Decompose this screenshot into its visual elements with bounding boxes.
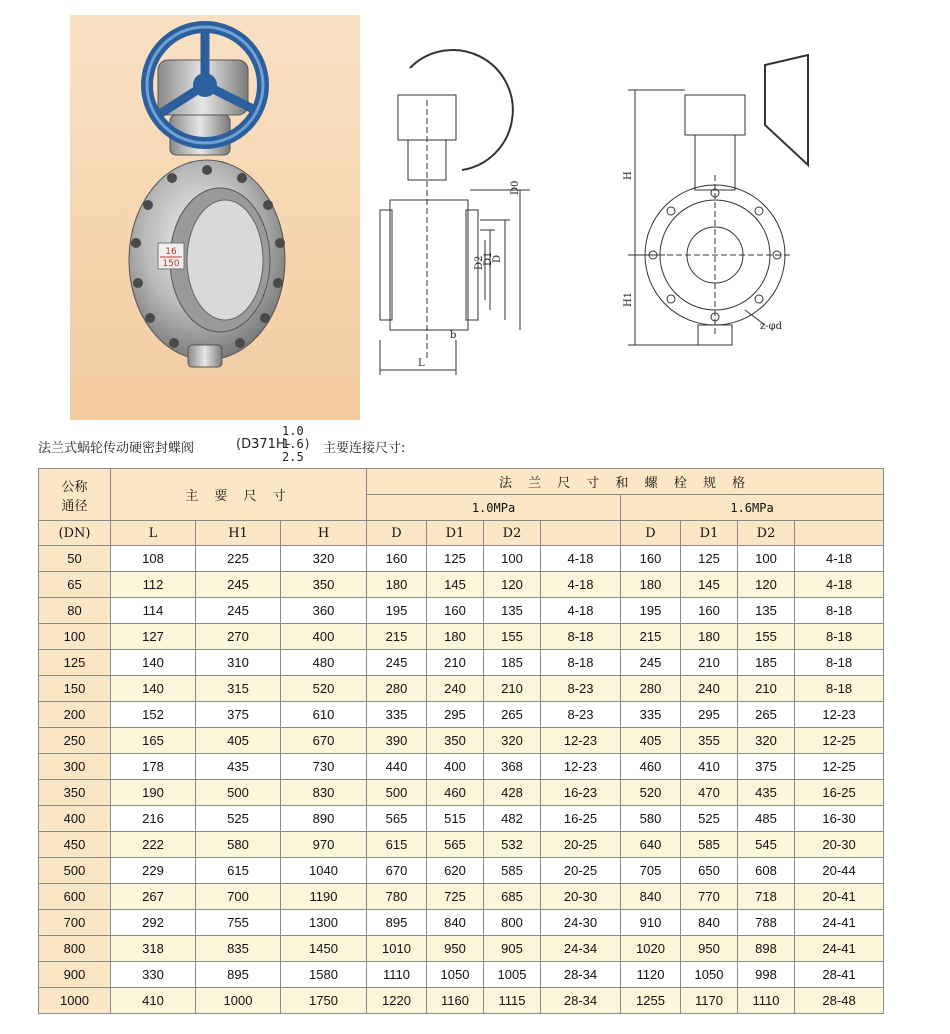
cell-d-16: 580: [621, 806, 681, 832]
body: [390, 200, 468, 330]
cell-d-16: 405: [621, 728, 681, 754]
header-pressure-1-6: 1.6MPa: [621, 495, 884, 521]
cell-h: 1300: [281, 910, 367, 936]
cell-d2-10: 428: [484, 780, 541, 806]
gearbox: [685, 95, 745, 135]
valve-photo-illustration: [70, 15, 360, 420]
cell-dn: 900: [39, 962, 111, 988]
cell-h1: 500: [196, 780, 281, 806]
cell-h: 610: [281, 702, 367, 728]
cell-d-16: 160: [621, 546, 681, 572]
cell-d1-10: 1160: [427, 988, 484, 1014]
cell-d2-10: 800: [484, 910, 541, 936]
cell-d1-16: 210: [681, 650, 738, 676]
cell-d1-10: 240: [427, 676, 484, 702]
cell-h: 350: [281, 572, 367, 598]
cell-d-16: 520: [621, 780, 681, 806]
cell-d2-10: 1115: [484, 988, 541, 1014]
cell-bolts-16: 24-41: [795, 936, 884, 962]
cell-bolts-10: 24-30: [541, 910, 621, 936]
cell-l: 292: [111, 910, 196, 936]
cell-d2-10: 368: [484, 754, 541, 780]
table-row: [39, 858, 884, 884]
cell-h1: 310: [196, 650, 281, 676]
product-photo: [70, 15, 360, 420]
header-col-h: H: [281, 521, 367, 546]
cell-d1-10: 180: [427, 624, 484, 650]
cell-h1: 435: [196, 754, 281, 780]
table-row: [39, 884, 884, 910]
header-col-d1-10: D1: [427, 521, 484, 546]
cell-d-10: 390: [367, 728, 427, 754]
cell-bolts-10: 16-25: [541, 806, 621, 832]
cell-bolts-10: 12-23: [541, 754, 621, 780]
table-row: [39, 624, 884, 650]
cell-d1-16: 160: [681, 598, 738, 624]
cell-d1-16: 355: [681, 728, 738, 754]
cell-d2-16: 608: [738, 858, 795, 884]
cell-bolts-10: 28-34: [541, 962, 621, 988]
cell-dn: 400: [39, 806, 111, 832]
cell-l: 112: [111, 572, 196, 598]
caption-pressure-top: 1.0: [282, 424, 304, 438]
cell-d-16: 640: [621, 832, 681, 858]
dim-label-l: L: [418, 358, 425, 369]
cell-h: 670: [281, 728, 367, 754]
cell-bolts-16: 20-44: [795, 858, 884, 884]
cell-bolts-10: 8-18: [541, 624, 621, 650]
header-dn-line1: 公称: [61, 479, 88, 495]
cell-d-10: 440: [367, 754, 427, 780]
header-col-d-16: D: [621, 521, 681, 546]
cell-d-10: 280: [367, 676, 427, 702]
cell-h: 360: [281, 598, 367, 624]
cell-bolts-16: 8-18: [795, 676, 884, 702]
cell-bolts-10: 24-34: [541, 936, 621, 962]
cell-d-16: 280: [621, 676, 681, 702]
header-col-d1-16: D1: [681, 521, 738, 546]
cell-dn: 350: [39, 780, 111, 806]
cell-d-10: 500: [367, 780, 427, 806]
cell-d2-16: 100: [738, 546, 795, 572]
cell-h1: 315: [196, 676, 281, 702]
cell-bolts-16: 4-18: [795, 546, 884, 572]
cell-d1-16: 125: [681, 546, 738, 572]
cell-dn: 1000: [39, 988, 111, 1014]
cell-h: 1190: [281, 884, 367, 910]
cell-dn: 80: [39, 598, 111, 624]
cell-dn: 600: [39, 884, 111, 910]
cell-d2-10: 185: [484, 650, 541, 676]
cell-d-16: 195: [621, 598, 681, 624]
cell-d-10: 180: [367, 572, 427, 598]
plate-label-top: 16: [165, 247, 177, 257]
cell-bolts-16: 20-30: [795, 832, 884, 858]
cell-h: 520: [281, 676, 367, 702]
dim-label-d0: D0: [510, 180, 521, 195]
cell-d1-10: 460: [427, 780, 484, 806]
cell-l: 178: [111, 754, 196, 780]
table-body: [39, 546, 884, 1014]
cell-h1: 895: [196, 962, 281, 988]
cell-d1-16: 180: [681, 624, 738, 650]
cell-h1: 615: [196, 858, 281, 884]
cell-d2-16: 435: [738, 780, 795, 806]
table-row: [39, 962, 884, 988]
cell-h: 1040: [281, 858, 367, 884]
cell-l: 229: [111, 858, 196, 884]
cell-h1: 700: [196, 884, 281, 910]
cell-h1: 245: [196, 572, 281, 598]
cell-bolts-16: 24-41: [795, 910, 884, 936]
cell-d-16: 180: [621, 572, 681, 598]
cell-h1: 405: [196, 728, 281, 754]
cell-l: 410: [111, 988, 196, 1014]
table-row: [39, 728, 884, 754]
cell-d2-10: 155: [484, 624, 541, 650]
cell-d2-10: 135: [484, 598, 541, 624]
cell-l: 330: [111, 962, 196, 988]
cell-d2-10: 585: [484, 858, 541, 884]
cell-dn: 700: [39, 910, 111, 936]
cell-d-16: 1255: [621, 988, 681, 1014]
cell-d1-10: 840: [427, 910, 484, 936]
cell-bolts-10: 8-23: [541, 702, 621, 728]
cell-bolts-16: 12-23: [795, 702, 884, 728]
cell-bolts-16: 28-41: [795, 962, 884, 988]
cell-d1-10: 725: [427, 884, 484, 910]
cell-l: 190: [111, 780, 196, 806]
cell-d1-16: 240: [681, 676, 738, 702]
cell-d1-10: 125: [427, 546, 484, 572]
cell-d1-16: 950: [681, 936, 738, 962]
header-flange-group: 法 兰 尺 寸 和 螺 栓 规 格: [367, 469, 884, 495]
cell-d-10: 670: [367, 858, 427, 884]
cell-l: 127: [111, 624, 196, 650]
cell-d-10: 1220: [367, 988, 427, 1014]
cell-bolts-10: 20-25: [541, 832, 621, 858]
header-col-bolt-10: [541, 521, 621, 546]
cell-d2-10: 120: [484, 572, 541, 598]
cell-h: 730: [281, 754, 367, 780]
cell-bolts-10: 12-23: [541, 728, 621, 754]
cell-d2-16: 185: [738, 650, 795, 676]
cell-d-10: 245: [367, 650, 427, 676]
dim-label-bolts: z-φd: [760, 321, 783, 332]
cell-dn: 800: [39, 936, 111, 962]
side-view-drawing: [370, 40, 540, 380]
cell-bolts-16: 12-25: [795, 754, 884, 780]
cell-d-10: 1010: [367, 936, 427, 962]
cell-d2-16: 898: [738, 936, 795, 962]
cell-d1-16: 585: [681, 832, 738, 858]
cell-h1: 580: [196, 832, 281, 858]
cell-d1-10: 295: [427, 702, 484, 728]
cell-dn: 300: [39, 754, 111, 780]
cell-d2-16: 998: [738, 962, 795, 988]
cell-d-10: 215: [367, 624, 427, 650]
cell-d1-10: 350: [427, 728, 484, 754]
cell-l: 140: [111, 650, 196, 676]
cell-bolts-10: 8-18: [541, 650, 621, 676]
cell-l: 318: [111, 936, 196, 962]
header-dn-unit: (DN): [39, 521, 111, 546]
cell-d2-10: 265: [484, 702, 541, 728]
cell-d2-10: 905: [484, 936, 541, 962]
cell-d2-16: 135: [738, 598, 795, 624]
cell-h: 830: [281, 780, 367, 806]
cell-bolts-10: 20-25: [541, 858, 621, 884]
cell-bolts-16: 16-25: [795, 780, 884, 806]
cell-dn: 500: [39, 858, 111, 884]
cell-d1-16: 1170: [681, 988, 738, 1014]
cell-d2-10: 482: [484, 806, 541, 832]
cell-bolts-16: 4-18: [795, 572, 884, 598]
cell-d1-10: 145: [427, 572, 484, 598]
cell-d2-16: 1110: [738, 988, 795, 1014]
cell-bolts-10: 16-23: [541, 780, 621, 806]
cell-h1: 1000: [196, 988, 281, 1014]
cell-h1: 245: [196, 598, 281, 624]
cell-dn: 200: [39, 702, 111, 728]
cell-d2-16: 210: [738, 676, 795, 702]
cell-d-16: 460: [621, 754, 681, 780]
caption-tail: 主要连接尺寸:: [323, 441, 406, 456]
cell-h: 1750: [281, 988, 367, 1014]
caption-model-code: (D371H-: [236, 437, 291, 452]
cell-bolts-10: 4-18: [541, 598, 621, 624]
cell-l: 267: [111, 884, 196, 910]
header-col-h1: H1: [196, 521, 281, 546]
front-view-drawing: [600, 45, 830, 365]
cell-d-10: 895: [367, 910, 427, 936]
table-row: [39, 650, 884, 676]
cell-l: 165: [111, 728, 196, 754]
cell-l: 152: [111, 702, 196, 728]
cell-d-10: 780: [367, 884, 427, 910]
cell-dn: 100: [39, 624, 111, 650]
cell-d2-10: 320: [484, 728, 541, 754]
cell-bolts-10: 8-23: [541, 676, 621, 702]
cell-d2-10: 532: [484, 832, 541, 858]
cell-l: 114: [111, 598, 196, 624]
cell-h1: 525: [196, 806, 281, 832]
cell-d1-16: 525: [681, 806, 738, 832]
cell-bolts-16: 20-41: [795, 884, 884, 910]
cell-bolts-16: 12-25: [795, 728, 884, 754]
cell-d-16: 245: [621, 650, 681, 676]
header-col-d-10: D: [367, 521, 427, 546]
cell-d2-16: 375: [738, 754, 795, 780]
cell-d2-16: 718: [738, 884, 795, 910]
handwheel: [765, 55, 808, 165]
cell-d-16: 1120: [621, 962, 681, 988]
cell-d1-10: 515: [427, 806, 484, 832]
cell-bolts-16: 8-18: [795, 650, 884, 676]
cell-h: 890: [281, 806, 367, 832]
cell-d-16: 840: [621, 884, 681, 910]
cell-d2-16: 155: [738, 624, 795, 650]
table-row: [39, 988, 884, 1014]
table-row: [39, 546, 884, 572]
cell-d-16: 705: [621, 858, 681, 884]
cell-h1: 835: [196, 936, 281, 962]
header-col-d2-16: D2: [738, 521, 795, 546]
table-row: [39, 806, 884, 832]
dim-label-d1: D1: [483, 251, 494, 266]
table-caption: [38, 425, 598, 465]
header-dn: [39, 469, 111, 521]
cell-d2-16: 485: [738, 806, 795, 832]
cell-d2-10: 685: [484, 884, 541, 910]
cell-d2-16: 265: [738, 702, 795, 728]
cell-d-10: 615: [367, 832, 427, 858]
dimensions-table: [38, 468, 884, 1014]
cell-l: 216: [111, 806, 196, 832]
caption-pressure-bottom: 2.5: [282, 450, 304, 464]
cell-h1: 225: [196, 546, 281, 572]
table-row: [39, 572, 884, 598]
cell-dn: 50: [39, 546, 111, 572]
cell-dn: 150: [39, 676, 111, 702]
cell-d1-16: 295: [681, 702, 738, 728]
cell-d-16: 910: [621, 910, 681, 936]
cell-d2-16: 120: [738, 572, 795, 598]
cell-bolts-16: 8-18: [795, 624, 884, 650]
dim-label-d: D: [492, 254, 503, 263]
header-pressure-1-0: 1.0MPa: [367, 495, 621, 521]
cell-d2-10: 100: [484, 546, 541, 572]
cell-h: 480: [281, 650, 367, 676]
cell-l: 108: [111, 546, 196, 572]
caption-title: 法兰式蜗轮传动硬密封蝶阀: [38, 441, 195, 456]
cell-dn: 65: [39, 572, 111, 598]
table-row: [39, 936, 884, 962]
cell-bolts-10: 4-18: [541, 546, 621, 572]
cell-h: 1580: [281, 962, 367, 988]
cell-d1-16: 145: [681, 572, 738, 598]
cell-bolts-16: 8-18: [795, 598, 884, 624]
cell-d-10: 160: [367, 546, 427, 572]
cell-d1-10: 210: [427, 650, 484, 676]
cell-d1-16: 650: [681, 858, 738, 884]
cell-bolts-16: 16-30: [795, 806, 884, 832]
cell-l: 140: [111, 676, 196, 702]
cell-h: 320: [281, 546, 367, 572]
cell-h: 970: [281, 832, 367, 858]
cell-d1-16: 1050: [681, 962, 738, 988]
cell-bolts-10: 20-30: [541, 884, 621, 910]
table-row: [39, 754, 884, 780]
bottom-stub: [188, 345, 222, 367]
cell-dn: 450: [39, 832, 111, 858]
cell-d1-10: 400: [427, 754, 484, 780]
cell-d1-10: 1050: [427, 962, 484, 988]
table-row: [39, 702, 884, 728]
cell-d-10: 195: [367, 598, 427, 624]
cell-d-16: 1020: [621, 936, 681, 962]
cell-d1-16: 840: [681, 910, 738, 936]
cell-d-10: 1110: [367, 962, 427, 988]
cell-d-16: 215: [621, 624, 681, 650]
dim-label-b: b: [450, 330, 457, 341]
cell-d1-10: 620: [427, 858, 484, 884]
header-main-dims: 主 要 尺 寸: [111, 469, 367, 521]
cell-d1-16: 410: [681, 754, 738, 780]
cell-d1-10: 160: [427, 598, 484, 624]
table-row: [39, 910, 884, 936]
cell-bolts-10: 4-18: [541, 572, 621, 598]
cell-dn: 125: [39, 650, 111, 676]
caption-pressure-mid: 1.6): [282, 437, 311, 451]
table-row: [39, 676, 884, 702]
cell-h: 1450: [281, 936, 367, 962]
cell-d1-10: 950: [427, 936, 484, 962]
cell-d2-10: 210: [484, 676, 541, 702]
cell-h1: 755: [196, 910, 281, 936]
cell-h1: 270: [196, 624, 281, 650]
cell-d1-10: 565: [427, 832, 484, 858]
cell-h1: 375: [196, 702, 281, 728]
dim-label-d2: D2: [474, 255, 485, 270]
cell-l: 222: [111, 832, 196, 858]
table-row: [39, 780, 884, 806]
cell-d2-16: 320: [738, 728, 795, 754]
dim-label-h1: H1: [623, 291, 634, 307]
cell-d2-16: 545: [738, 832, 795, 858]
header-col-d2-10: D2: [484, 521, 541, 546]
cell-d2-10: 1005: [484, 962, 541, 988]
cell-d2-16: 788: [738, 910, 795, 936]
header-dn-line2: 通径: [61, 498, 88, 514]
cell-bolts-16: 28-48: [795, 988, 884, 1014]
cell-h: 400: [281, 624, 367, 650]
cell-d-10: 565: [367, 806, 427, 832]
cell-bolts-10: 28-34: [541, 988, 621, 1014]
cell-d-16: 335: [621, 702, 681, 728]
handwheel-arc: [410, 50, 513, 170]
cell-dn: 250: [39, 728, 111, 754]
cell-d-10: 335: [367, 702, 427, 728]
header-col-l: L: [111, 521, 196, 546]
cell-d1-16: 470: [681, 780, 738, 806]
table-row: [39, 598, 884, 624]
header-col-bolt-16: [795, 521, 884, 546]
cell-d1-16: 770: [681, 884, 738, 910]
table-row: [39, 832, 884, 858]
dim-label-h: H: [623, 171, 634, 180]
plate-label-bottom: 150: [162, 259, 180, 269]
